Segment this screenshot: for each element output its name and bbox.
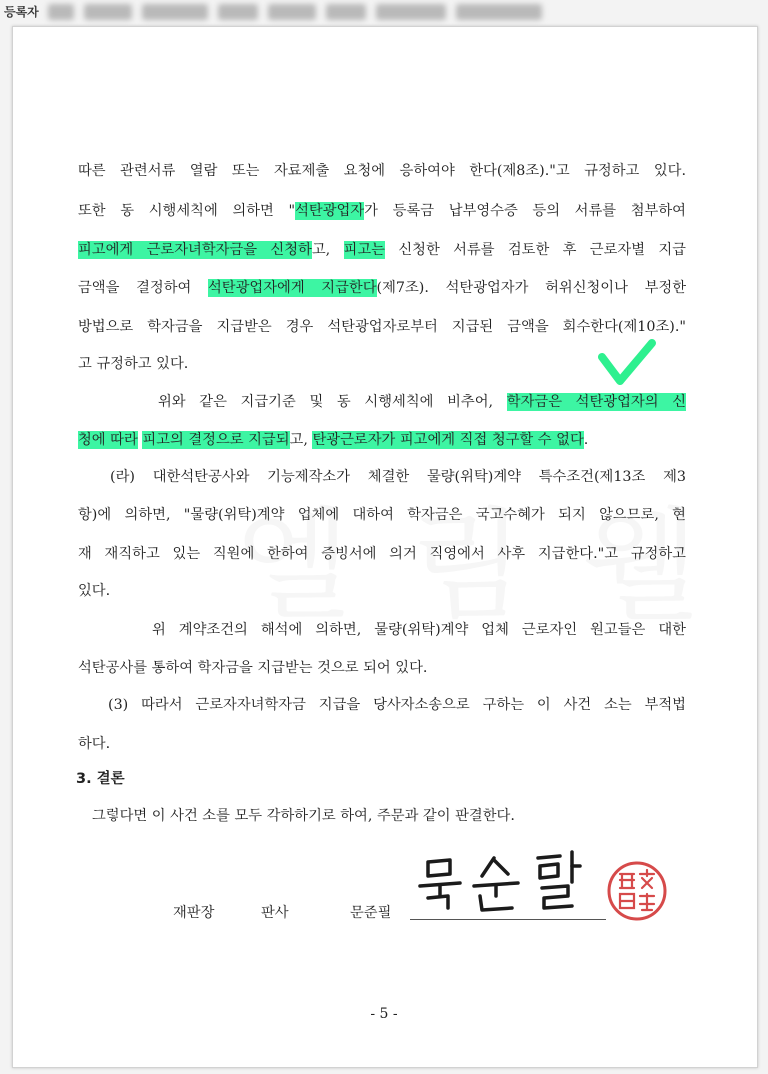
redacted-text	[326, 4, 366, 20]
redacted-text	[48, 4, 74, 20]
body-line: 하다.	[78, 736, 111, 752]
highlighted-text: 학자금은 석탄광업자의 신	[506, 394, 687, 410]
highlighted-text: 석탄광업자	[295, 203, 365, 219]
redacted-text	[376, 4, 446, 20]
body-line: (3) 따라서 근로자자녀학자금 지급을 당사자소송으로 구하는 이 사건 소는 부적법	[108, 697, 686, 713]
section-heading: 3. 결론	[76, 771, 125, 787]
redacted-text	[142, 4, 208, 20]
highlighted-text: 청에 따라	[78, 432, 138, 448]
body-line: 있다.	[78, 583, 111, 599]
body-line: 또한 동 시행세칙에 의하면 "석탄광업자가 등록금 납부영수증 등의 서류를 첨부하여	[78, 203, 686, 219]
judge-name: 문준필	[350, 905, 392, 921]
highlighted-text: 탄광근로자가 피고에게 직접 청구할 수 없다	[312, 432, 584, 448]
highlighted-text: 피고는	[343, 242, 385, 258]
signature-line	[410, 919, 606, 920]
conclusion-line: 그렇다면 이 사건 소를 모두 각하하기로 하여, 주문과 같이 판결한다.	[92, 808, 515, 824]
body-line: 항)에 의하면, "물량(위탁)계약 업체에 대하여 학자금은 국고수혜가 되지 않으므로, 현	[78, 507, 686, 523]
body-line: 따른 관련서류 열람 또는 자료제출 요청에 응하여야 한다(제8조)."고 규정하고 있다.	[78, 163, 686, 179]
highlighted-text: 피고의 결정으로 지급되	[142, 432, 290, 448]
body-line: 재 재직하고 있는 직원에 한하여 증빙서에 의거 직영에서 사후 지급한다."고 규정하고	[78, 546, 686, 562]
redacted-text	[84, 4, 132, 20]
redacted-text	[218, 4, 258, 20]
signature-role-judge: 판사	[261, 905, 289, 921]
official-seal	[606, 860, 668, 922]
body-line: 위와 같은 지급기준 및 동 시행세칙에 비추어, 학자금은 석탄광업자의 신	[158, 394, 687, 410]
body-line: 피고에게 근로자녀학자금을 신청하고, 피고는 신청한 서류를 검토한 후 근로자별 지급	[78, 242, 686, 258]
body-line: 고 규정하고 있다.	[78, 356, 189, 372]
signature-role-presiding: 재판장	[173, 905, 215, 921]
body-line: 방법으로 학자금을 지급받은 경우 석탄광업자로부터 지급된 금액을 회수한다(제10조)."	[78, 319, 686, 335]
body-line: 석탄공사를 통하여 학자금을 지급받는 것으로 되어 있다.	[78, 660, 428, 676]
registrar-label: 등록자	[4, 5, 39, 19]
page-number: - 5 -	[370, 1006, 398, 1022]
body-line: 위 계약조건의 해석에 의하면, 물량(위탁)계약 업체 근로자인 원고들은 대한	[152, 622, 686, 638]
handwritten-signature	[414, 848, 584, 918]
check-mark-icon	[598, 337, 656, 387]
redacted-text	[456, 4, 542, 20]
highlighted-text: 피고에게 근로자녀학자금을 신청하	[78, 242, 312, 258]
body-line: 청에 따라 피고의 결정으로 지급되고, 탄광근로자가 피고에게 직접 청구할 수 없다.	[78, 432, 589, 448]
redacted-text	[268, 4, 316, 20]
body-line: 금액을 결정하여 석탄광업자에게 지급한다(제7조). 석탄광업자가 허위신청이나 부정한	[78, 280, 687, 296]
body-line: (라) 대한석탄공사와 기능제작소가 체결한 물량(위탁)계약 특수조건(제13조 제3	[110, 469, 686, 485]
highlighted-text: 석탄광업자에게 지급한다	[207, 280, 377, 296]
top-bar	[0, 0, 768, 26]
